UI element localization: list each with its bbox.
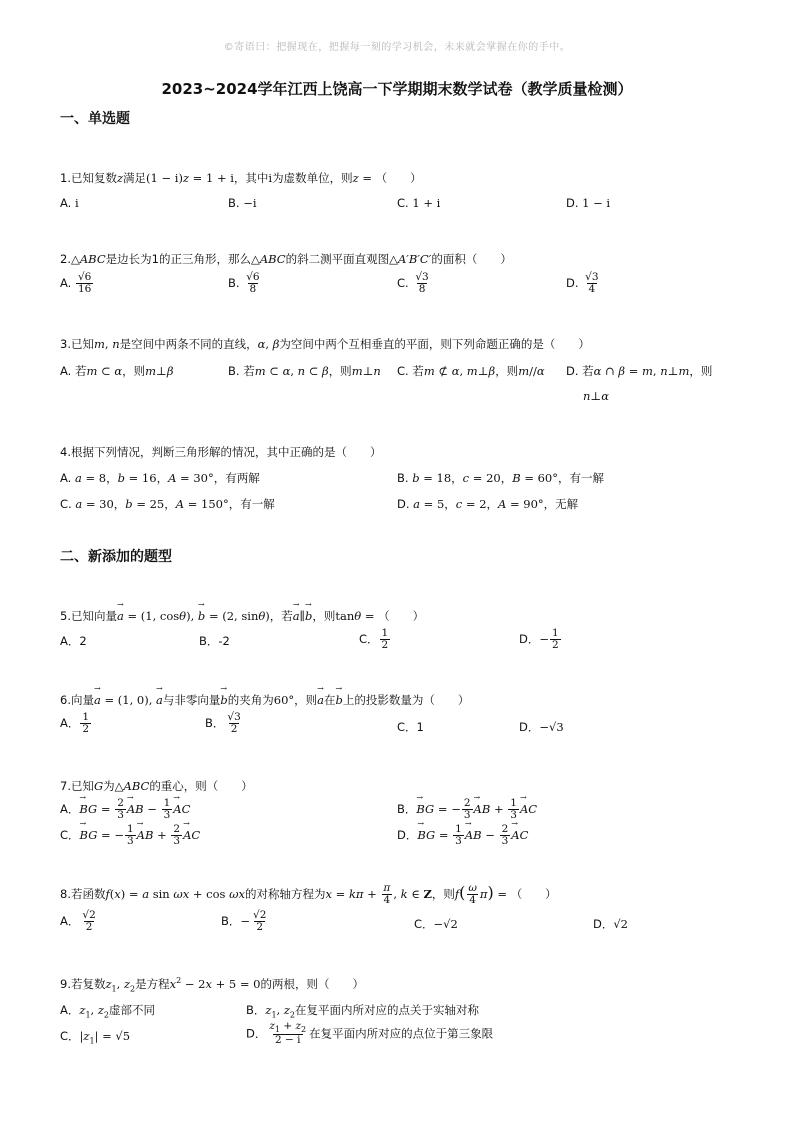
q4-option-c[interactable]: C. a = 30，b = 25，A = 150°，有一解 bbox=[60, 497, 275, 511]
q8-option-a[interactable]: A． $\frac{√2}{2}$ bbox=[60, 909, 96, 934]
q4-option-b-label: B. bbox=[397, 471, 409, 485]
q5-option-d[interactable]: D．− $\frac{1}{2}$ bbox=[519, 627, 559, 652]
q9-option-a[interactable]: A．$z_1$, $z_2$虚部不同 bbox=[60, 1003, 155, 1020]
q7-stem-a: 7.已知 bbox=[60, 779, 94, 793]
q3-option-b-text: ，则 bbox=[328, 364, 352, 378]
question-5: 5.已知向量→ a = (1, cosθ), → b = (2, sinθ)，若→ a∥→ b，则tanθ = （ ） bbox=[60, 608, 424, 624]
q3-option-d-cont: n⊥α bbox=[583, 389, 610, 403]
q6-stem-d: ，则 bbox=[294, 693, 318, 707]
q9-option-a-label: A． bbox=[60, 1003, 80, 1017]
section-new-types: 二、新添加的题型 bbox=[60, 549, 172, 565]
question-7: 7.已知G为△ABC的重心，则（ ） bbox=[60, 779, 253, 793]
q7-option-d-label: D． bbox=[397, 828, 418, 843]
q3-option-a[interactable]: A. 若m ⊂ α，则m⊥β bbox=[60, 364, 174, 378]
q2-stem-d: 的面积（ ） bbox=[431, 252, 512, 266]
q1-option-c-label: C. bbox=[397, 196, 409, 210]
q3-option-c-label: C. 若 bbox=[397, 364, 424, 378]
q4-option-b[interactable]: B. b = 18，c = 20，B = 60°，有一解 bbox=[397, 471, 605, 485]
q4-option-d[interactable]: D. a = 5，c = 2，A = 90°，无解 bbox=[397, 497, 579, 511]
q5-option-c-label: C． bbox=[359, 632, 379, 647]
q9-option-b[interactable]: B．$z_1$, $z_2$在复平面内所对应的点关于实轴对称 bbox=[246, 1003, 480, 1020]
q7-option-d[interactable]: D．→ BG = $\frac{1}{3}$ → AB − $\frac{2}{3}$ → AC bbox=[397, 824, 528, 847]
q8-stem-a: 8.若函数 bbox=[60, 887, 106, 902]
motto-watermark: ©寄语曰：把握现在，把握每一刻的学习机会，未来就会掌握在你的手中。 bbox=[223, 42, 571, 53]
q8-option-b-label: B． bbox=[221, 914, 241, 929]
q3-option-b-label: B. 若 bbox=[228, 364, 255, 378]
q1-option-a[interactable]: A. i bbox=[60, 196, 79, 210]
q2-option-b[interactable]: B. $\frac{√6}{8}$ bbox=[228, 271, 260, 296]
q8-option-c-label: C． bbox=[414, 917, 434, 931]
q1-stem-b: 满足 bbox=[123, 171, 147, 185]
q2-stem-c: 的斜二测平面直观图 bbox=[285, 252, 390, 266]
q4-option-b-text: ，有一解 bbox=[558, 471, 605, 485]
q9-option-d[interactable]: D． $\frac{z_1 + z_2}{2 - i}$ 在复平面内所对应的点位于第三象限 bbox=[246, 1020, 494, 1047]
q9-option-b-text: 在复平面内所对应的点关于实轴对称 bbox=[295, 1003, 480, 1017]
q6-option-c[interactable]: C．1 bbox=[397, 720, 424, 734]
question-9: 9.若复数$z_1$, $z_2$是方程$x^2 - 2x + 5 = 0$的两根，则（ ） bbox=[60, 976, 364, 994]
q5-option-d-label: D． bbox=[519, 632, 540, 647]
q3-option-c[interactable]: C. 若m ⊄ α, m⊥β，则m//α bbox=[397, 364, 545, 378]
q2-stem-a: 2. bbox=[60, 252, 71, 266]
q3-option-d[interactable]: D. 若α ∩ β = m, n⊥m，则 bbox=[566, 364, 713, 378]
q6-option-a-label: A． bbox=[60, 716, 80, 731]
q8-stem-b: 的对称轴方程为 bbox=[244, 887, 326, 902]
q7-stem-b: 为 bbox=[103, 779, 115, 793]
q9-option-d-label: D． bbox=[246, 1026, 267, 1041]
q5-stem-a: 5.已知向量 bbox=[60, 609, 117, 623]
question-6: 6.向量→ a = (1, 0), → a与非零向量→ b的夹角为60°，则→ a在→ b上的投影数量为（ ） bbox=[60, 692, 469, 708]
q1-stem-d: 为虚数单位，则 bbox=[272, 171, 353, 185]
q6-stem-f: 上的投影数量为（ ） bbox=[342, 693, 470, 707]
q9-option-a-text: 虚部不同 bbox=[109, 1003, 155, 1017]
q7-option-c[interactable]: C．→ BG = − $\frac{1}{3}$ → AB + $\frac{2}{3}$ → AC bbox=[60, 824, 200, 847]
q2-option-b-label: B. bbox=[228, 276, 240, 291]
q6-option-d-label: D． bbox=[519, 720, 540, 734]
q5-stem-c: ，则 bbox=[312, 609, 336, 623]
q9-stem-a: 9.若复数 bbox=[60, 977, 106, 991]
q9-option-d-text: 在复平面内所对应的点位于第三象限 bbox=[309, 1026, 494, 1041]
q7-option-a[interactable]: A．→ BG = $\frac{2}{3}$ → AB − $\frac{1}{3}$ → AC bbox=[60, 798, 190, 821]
q7-option-a-label: A． bbox=[60, 802, 80, 817]
q6-stem-e: 在 bbox=[324, 693, 336, 707]
q5-stem-b: ，若 bbox=[269, 609, 293, 623]
q7-option-b[interactable]: B．→ BG = − $\frac{2}{3}$ → AB + $\frac{1}{3}$ → AC bbox=[397, 798, 537, 821]
q3-option-c-text: ，则 bbox=[495, 364, 519, 378]
q2-option-c-label: C. bbox=[397, 276, 409, 291]
q4-option-c-text: ，有一解 bbox=[228, 497, 275, 511]
q2-stem-b: 是边长为1的正三角形，那么 bbox=[105, 252, 251, 266]
q6-stem-b: 与非零向量 bbox=[162, 693, 221, 707]
q3-option-b[interactable]: B. 若m ⊂ α, n ⊂ β，则m⊥n bbox=[228, 364, 381, 378]
q1-option-d[interactable]: D. 1 − i bbox=[566, 196, 611, 210]
q5-stem-d: （ ） bbox=[378, 609, 425, 623]
q1-stem-e: （ ） bbox=[375, 171, 422, 185]
q6-option-a[interactable]: A． $\frac{1}{2}$ bbox=[60, 711, 90, 736]
q4-option-a-label: A. bbox=[60, 471, 72, 485]
q5-option-b[interactable]: B．-2 bbox=[199, 634, 230, 648]
q4-option-c-label: C. bbox=[60, 497, 72, 511]
q3-option-a-text: ，则 bbox=[122, 364, 146, 378]
q2-option-a[interactable]: A. $\frac{√6}{16}$ bbox=[60, 271, 92, 296]
q5-option-c[interactable]: C． $\frac{1}{2}$ bbox=[359, 627, 389, 652]
question-8: 8.若函数f(x) = a sin ωx + cos ωx的对称轴方程为x = kπ + $\frac{\pi}{4}$ , k ∈ Z，则f( $\frac{\omega}{4}$ π) = （ ） bbox=[60, 882, 557, 907]
q5-option-a[interactable]: A．2 bbox=[60, 634, 87, 648]
q2-option-a-label: A. bbox=[60, 276, 72, 291]
q1-option-c[interactable]: C. 1 + i bbox=[397, 196, 441, 210]
q3-stem-b: 是空间中两条不同的直线， bbox=[119, 337, 258, 351]
q7-option-b-label: B． bbox=[397, 802, 417, 817]
q3-option-d-text: ，则 bbox=[689, 364, 713, 378]
q1-option-a-label: A. bbox=[60, 196, 72, 210]
q6-stem-a: 6.向量 bbox=[60, 693, 94, 707]
q7-stem-c: 的重心，则（ ） bbox=[149, 779, 253, 793]
q8-option-a-label: A． bbox=[60, 914, 80, 929]
q3-stem-c: 为空间中两个互相垂直的平面，则下列命题正确的是（ ） bbox=[279, 337, 590, 351]
q9-stem-c: 的两根，则（ ） bbox=[260, 977, 364, 991]
q3-option-a-label: A. 若 bbox=[60, 364, 87, 378]
q4-option-d-label: D. bbox=[397, 497, 410, 511]
q9-option-b-label: B． bbox=[246, 1003, 266, 1017]
q6-option-d[interactable]: D．−√3 bbox=[519, 720, 564, 734]
q6-option-b[interactable]: B． $\frac{√3}{2}$ bbox=[205, 711, 241, 736]
q1-option-b[interactable]: B. −i bbox=[228, 196, 257, 210]
exam-title: 2023~2024学年江西上饶高一下学期期末数学试卷（教学质量检测） bbox=[161, 80, 633, 98]
q8-option-c[interactable]: C．−√2 bbox=[414, 917, 458, 931]
q2-option-c[interactable]: C. $\frac{√3}{8}$ bbox=[397, 271, 429, 296]
question-4: 4.根据下列情况，判断三角形解的情况，其中正确的是（ ） bbox=[60, 445, 382, 459]
q4-option-a[interactable]: A. a = 8，b = 16，A = 30°，有两解 bbox=[60, 471, 260, 485]
q6-stem-c: 的夹角为 bbox=[227, 693, 274, 707]
q1-stem-a: 1.已知复数 bbox=[60, 171, 117, 185]
q3-option-d-label: D. 若 bbox=[566, 364, 594, 378]
question-2: 2.△ABC是边长为1的正三角形，那么△ABC的斜二测平面直观图△A′B′C′的面积（ ） bbox=[60, 252, 512, 266]
q4-option-a-text: ，有两解 bbox=[213, 471, 260, 485]
q8-option-b[interactable]: B．− $\frac{√2}{2}$ bbox=[221, 909, 267, 934]
q1-option-b-label: B. bbox=[228, 196, 240, 210]
q9-option-c-label: C． bbox=[60, 1029, 80, 1043]
q2-option-d[interactable]: D. $\frac{√3}{4}$ bbox=[566, 271, 599, 296]
q4-option-d-text: ，无解 bbox=[543, 497, 579, 511]
q8-stem-c: ，则 bbox=[431, 887, 455, 902]
q1-stem-c: ，其中 bbox=[233, 171, 269, 185]
q8-option-d[interactable]: D．√2 bbox=[593, 917, 629, 931]
q8-option-d-label: D． bbox=[593, 917, 614, 931]
question-1: 1.已知复数z满足(1 − i)z = 1 + i，其中i为虚数单位，则z = （ ） bbox=[60, 171, 422, 185]
q1-option-d-label: D. bbox=[566, 196, 579, 210]
q9-stem-b: 是方程 bbox=[135, 977, 170, 991]
q3-stem-a: 3.已知 bbox=[60, 337, 94, 351]
section-single-choice: 一、单选题 bbox=[60, 111, 130, 127]
q8-stem-d: （ ） bbox=[510, 887, 557, 902]
q9-option-c[interactable]: C．$|z_1| = √5$ bbox=[60, 1029, 131, 1046]
q6-option-b-label: B． bbox=[205, 716, 225, 731]
q2-option-d-label: D. bbox=[566, 276, 579, 291]
q7-option-c-label: C． bbox=[60, 828, 80, 843]
question-3: 3.已知m, n是空间中两条不同的直线，α, β为空间中两个互相垂直的平面，则下列命题正确的是（ ） bbox=[60, 337, 590, 351]
